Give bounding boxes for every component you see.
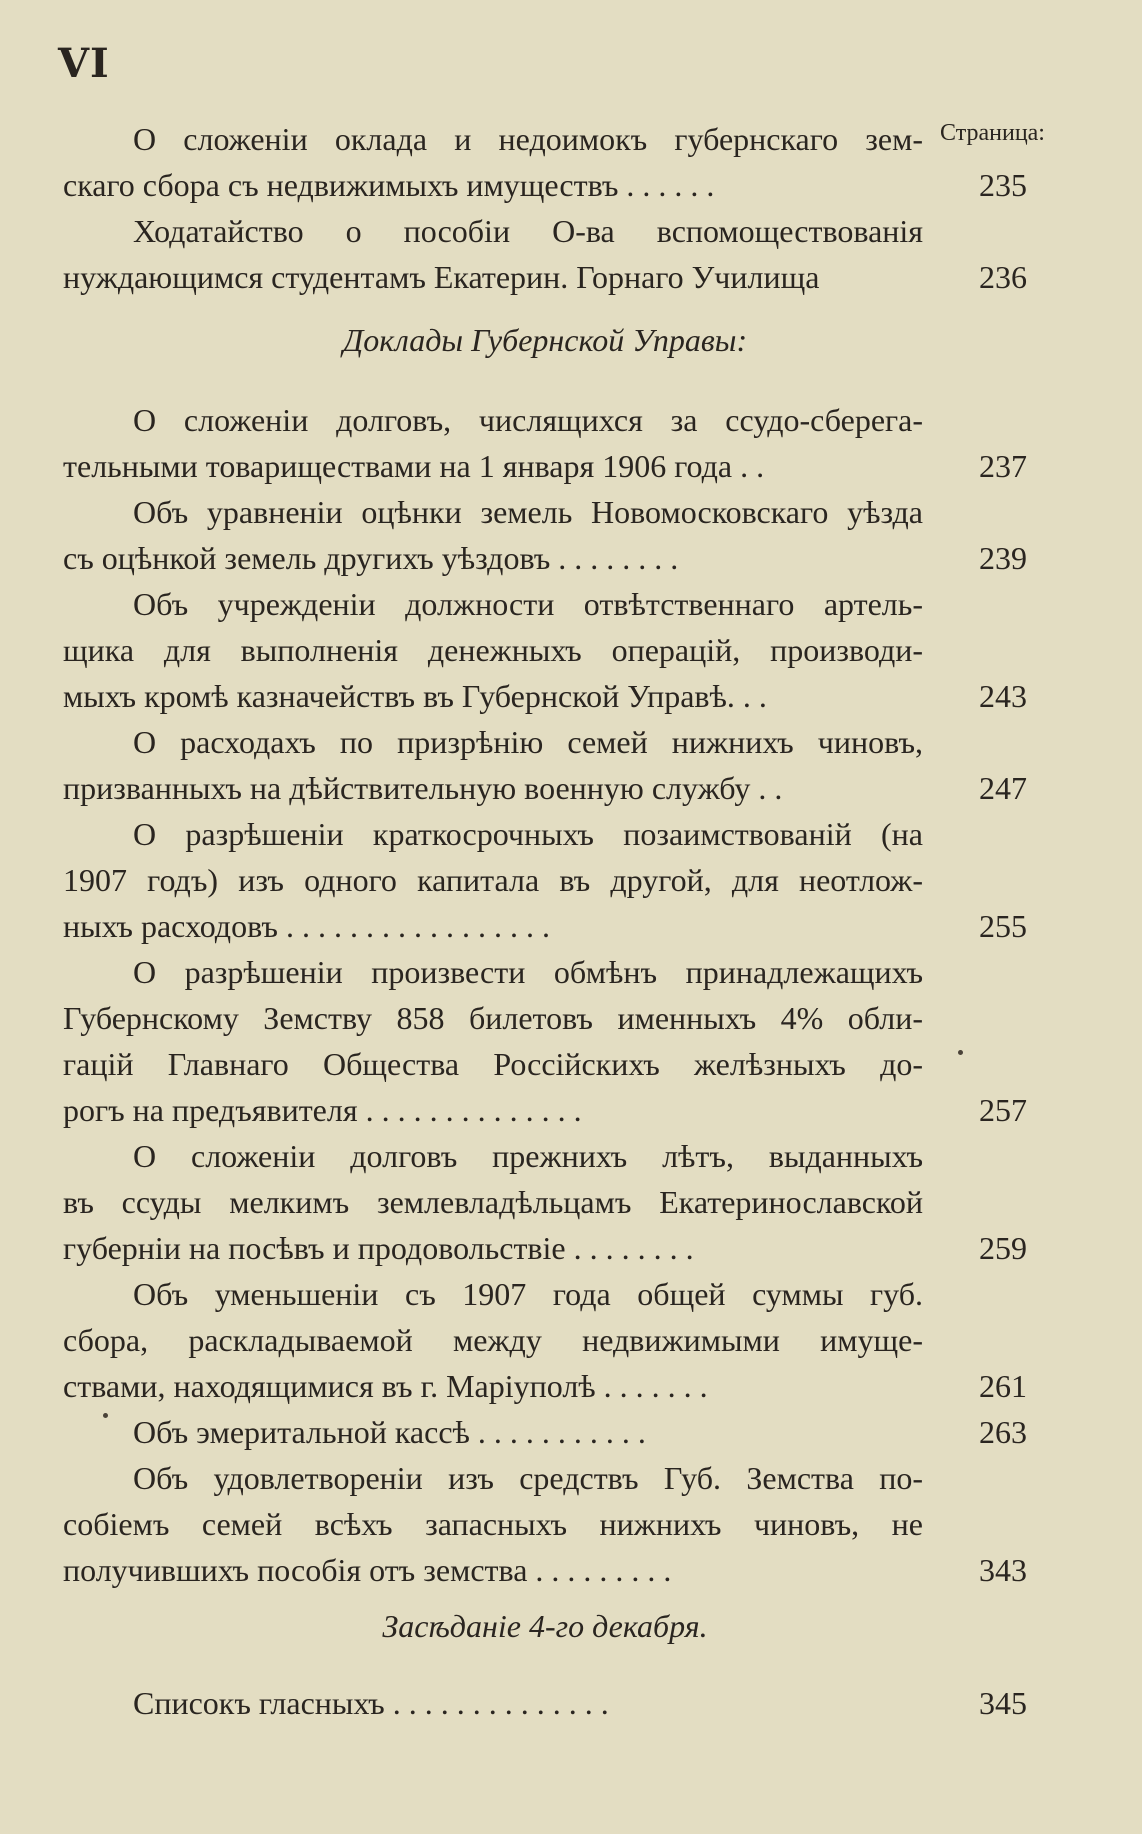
toc-entry-line (63, 949, 1027, 995)
toc-entry-text: нуждающимся студентамъ Екатерин. Горнаго Училища (63, 259, 820, 295)
toc-entry-line (63, 903, 1027, 949)
toc-entry-text: О расходахъ по призрѣнiю семей нижнихъ чиновъ, (133, 724, 923, 760)
toc-entry-line (63, 581, 1027, 627)
toc-entry-text: рогъ на предъявителя . . . . . . . . . . . . . . (63, 1092, 582, 1128)
toc-entry-line (63, 1363, 1027, 1409)
page-folio: VI (58, 40, 110, 87)
toc-entry-text: гацiй Главнаго Общества Россiйскихъ желѣзныхъ до- (63, 1046, 923, 1082)
toc-entry-line (63, 162, 1027, 208)
toc-page-number: 255 (979, 908, 1027, 944)
toc-entry (63, 397, 1027, 489)
toc-entry-line (63, 254, 1027, 300)
toc-entry-text: мыхъ кромѣ казначействъ въ Губернской Управѣ. . . (63, 678, 767, 714)
toc-entry-text: Ходатайство о пособiи О-ва вспомоществованiя (133, 213, 923, 249)
toc-entry-line (63, 765, 1027, 811)
toc-entry-line (63, 443, 1027, 489)
toc-entry-line (63, 811, 1027, 857)
toc-page-number: 239 (979, 540, 1027, 576)
toc-entry-line (63, 1087, 1027, 1133)
toc-entry-text: Объ уменьшенiи съ 1907 года общей суммы губ. (133, 1276, 923, 1312)
toc-page-number: 236 (979, 259, 1027, 295)
toc-page-number: 235 (979, 167, 1027, 203)
toc-entry (63, 811, 1027, 949)
toc-entry-line (63, 627, 1027, 673)
toc-page-number: 259 (979, 1230, 1027, 1266)
toc-entry (63, 1680, 1027, 1726)
toc-entry-text: Списокъ гласныхъ . . . . . . . . . . . . . . (133, 1685, 609, 1721)
toc-page-number: 257 (979, 1092, 1027, 1128)
toc-section-2 (63, 397, 1027, 1593)
toc-page-number: 261 (979, 1368, 1027, 1404)
toc-entry-text: О разрѣшенiи краткосрочныхъ позаимствованiй (на (133, 816, 923, 852)
toc-entry-text: Объ учрежденiи должности отвѣтственнаго артель- (133, 586, 923, 622)
toc-entry-text: Объ удовлетворенiи изъ средствъ Губ. Земства по- (133, 1460, 923, 1496)
toc-entry (63, 1133, 1027, 1271)
toc-entry-line (63, 1179, 1027, 1225)
toc-entry-line (63, 397, 1027, 443)
toc-entry-line (63, 995, 1027, 1041)
toc-entry-line (63, 719, 1027, 765)
toc-entry (63, 1271, 1027, 1409)
toc-page-number: 263 (979, 1414, 1027, 1450)
toc-section-1 (63, 116, 1027, 300)
toc-entry (63, 581, 1027, 719)
toc-entry-text: О сложенiи долговъ, числящихся за ссудо-сберега- (133, 402, 923, 438)
toc-entry-text: скаго сбора съ недвижимыхъ имуществъ . . . . . . (63, 167, 715, 203)
toc-entry (63, 116, 1027, 208)
toc-entry-text: 1907 годъ) изъ одного капитала въ другой, для неотлож- (63, 862, 923, 898)
toc-entry-line (63, 1133, 1027, 1179)
toc-entry-line (63, 1409, 1027, 1455)
toc-entry-text: съ оцѣнкой земель другихъ уѣздовъ . . . . . . . . (63, 540, 679, 576)
toc-entry-line (63, 1680, 1027, 1726)
toc-entry-line (63, 1225, 1027, 1271)
toc-entry-text: О сложенiи оклада и недоимокъ губернскаго зем- (133, 121, 923, 157)
toc-page-number: 247 (979, 770, 1027, 806)
toc-entry-text: Объ уравненiи оцѣнки земель Новомосковскаго уѣзда (133, 494, 923, 530)
toc-entry-line (63, 489, 1027, 535)
toc-entry (63, 1409, 1027, 1455)
toc-entry (63, 489, 1027, 581)
toc-entry-text: сбора, раскладываемой между недвижимыми имуще- (63, 1322, 923, 1358)
toc-entry-text: ствами, находящимися въ г. Марiуполѣ . . . . . . . (63, 1368, 708, 1404)
toc-entry (63, 949, 1027, 1133)
toc-entry-text: губернiи на посѣвъ и продовольствiе . . . . . . . . (63, 1230, 694, 1266)
toc-page-number: 345 (979, 1685, 1027, 1721)
toc-entry-text: получившихъ пособiя отъ земства . . . . . . . . . (63, 1552, 672, 1588)
print-speck (103, 1413, 108, 1418)
toc-entry-text: собiемъ семей всѣхъ запасныхъ нижнихъ чиновъ, не (63, 1506, 923, 1542)
toc-entry-line (63, 1547, 1027, 1593)
toc-entry-text: Объ эмеритальной кассѣ . . . . . . . . . . . (133, 1414, 646, 1450)
section-heading-session: Засѣданiе 4-го декабря. (382, 1608, 708, 1644)
toc-entry-text: ныхъ расходовъ . . . . . . . . . . . . . . . . . (63, 908, 550, 944)
toc-entry-line (63, 208, 1027, 254)
toc-entry-line (63, 1041, 1027, 1087)
toc-page-number: 243 (979, 678, 1027, 714)
toc-entry-text: О разрѣшенiи произвести обмѣнъ принадлежащихъ (133, 954, 923, 990)
toc-entry-text: О сложенiи долговъ прежнихъ лѣтъ, выданныхъ (133, 1138, 923, 1174)
toc-entry-text: призванныхъ на дѣйствительную военную службу . . (63, 770, 783, 806)
print-speck (958, 1050, 963, 1055)
toc-entry (63, 1455, 1027, 1593)
toc-page-number: 343 (979, 1552, 1027, 1588)
toc-entry-line (63, 535, 1027, 581)
toc-section-3 (63, 1680, 1027, 1726)
toc-entry-line (63, 1317, 1027, 1363)
toc-entry (63, 208, 1027, 300)
section-heading-reports: Доклады Губернской Управы: (342, 322, 748, 358)
toc-entry-text: Губернскому Земству 858 билетовъ именныхъ 4% обли- (63, 1000, 923, 1036)
toc-page-number: 237 (979, 448, 1027, 484)
toc-entry-line (63, 116, 1027, 162)
toc-entry (63, 719, 1027, 811)
toc-entry-text: тельными товариществами на 1 января 1906 года . . (63, 448, 765, 484)
toc-entry-text: въ ссуды мелкимъ землевладѣльцамъ Екатеринославской (63, 1184, 923, 1220)
toc-entry-line (63, 1455, 1027, 1501)
toc-entry-line (63, 673, 1027, 719)
toc-entry-line (63, 1271, 1027, 1317)
toc-entry-line (63, 1501, 1027, 1547)
toc-entry-line (63, 857, 1027, 903)
page-column-header: Страница: (940, 120, 1045, 146)
toc-entry-text: щика для выполненiя денежныхъ операцiй, производи- (63, 632, 923, 668)
